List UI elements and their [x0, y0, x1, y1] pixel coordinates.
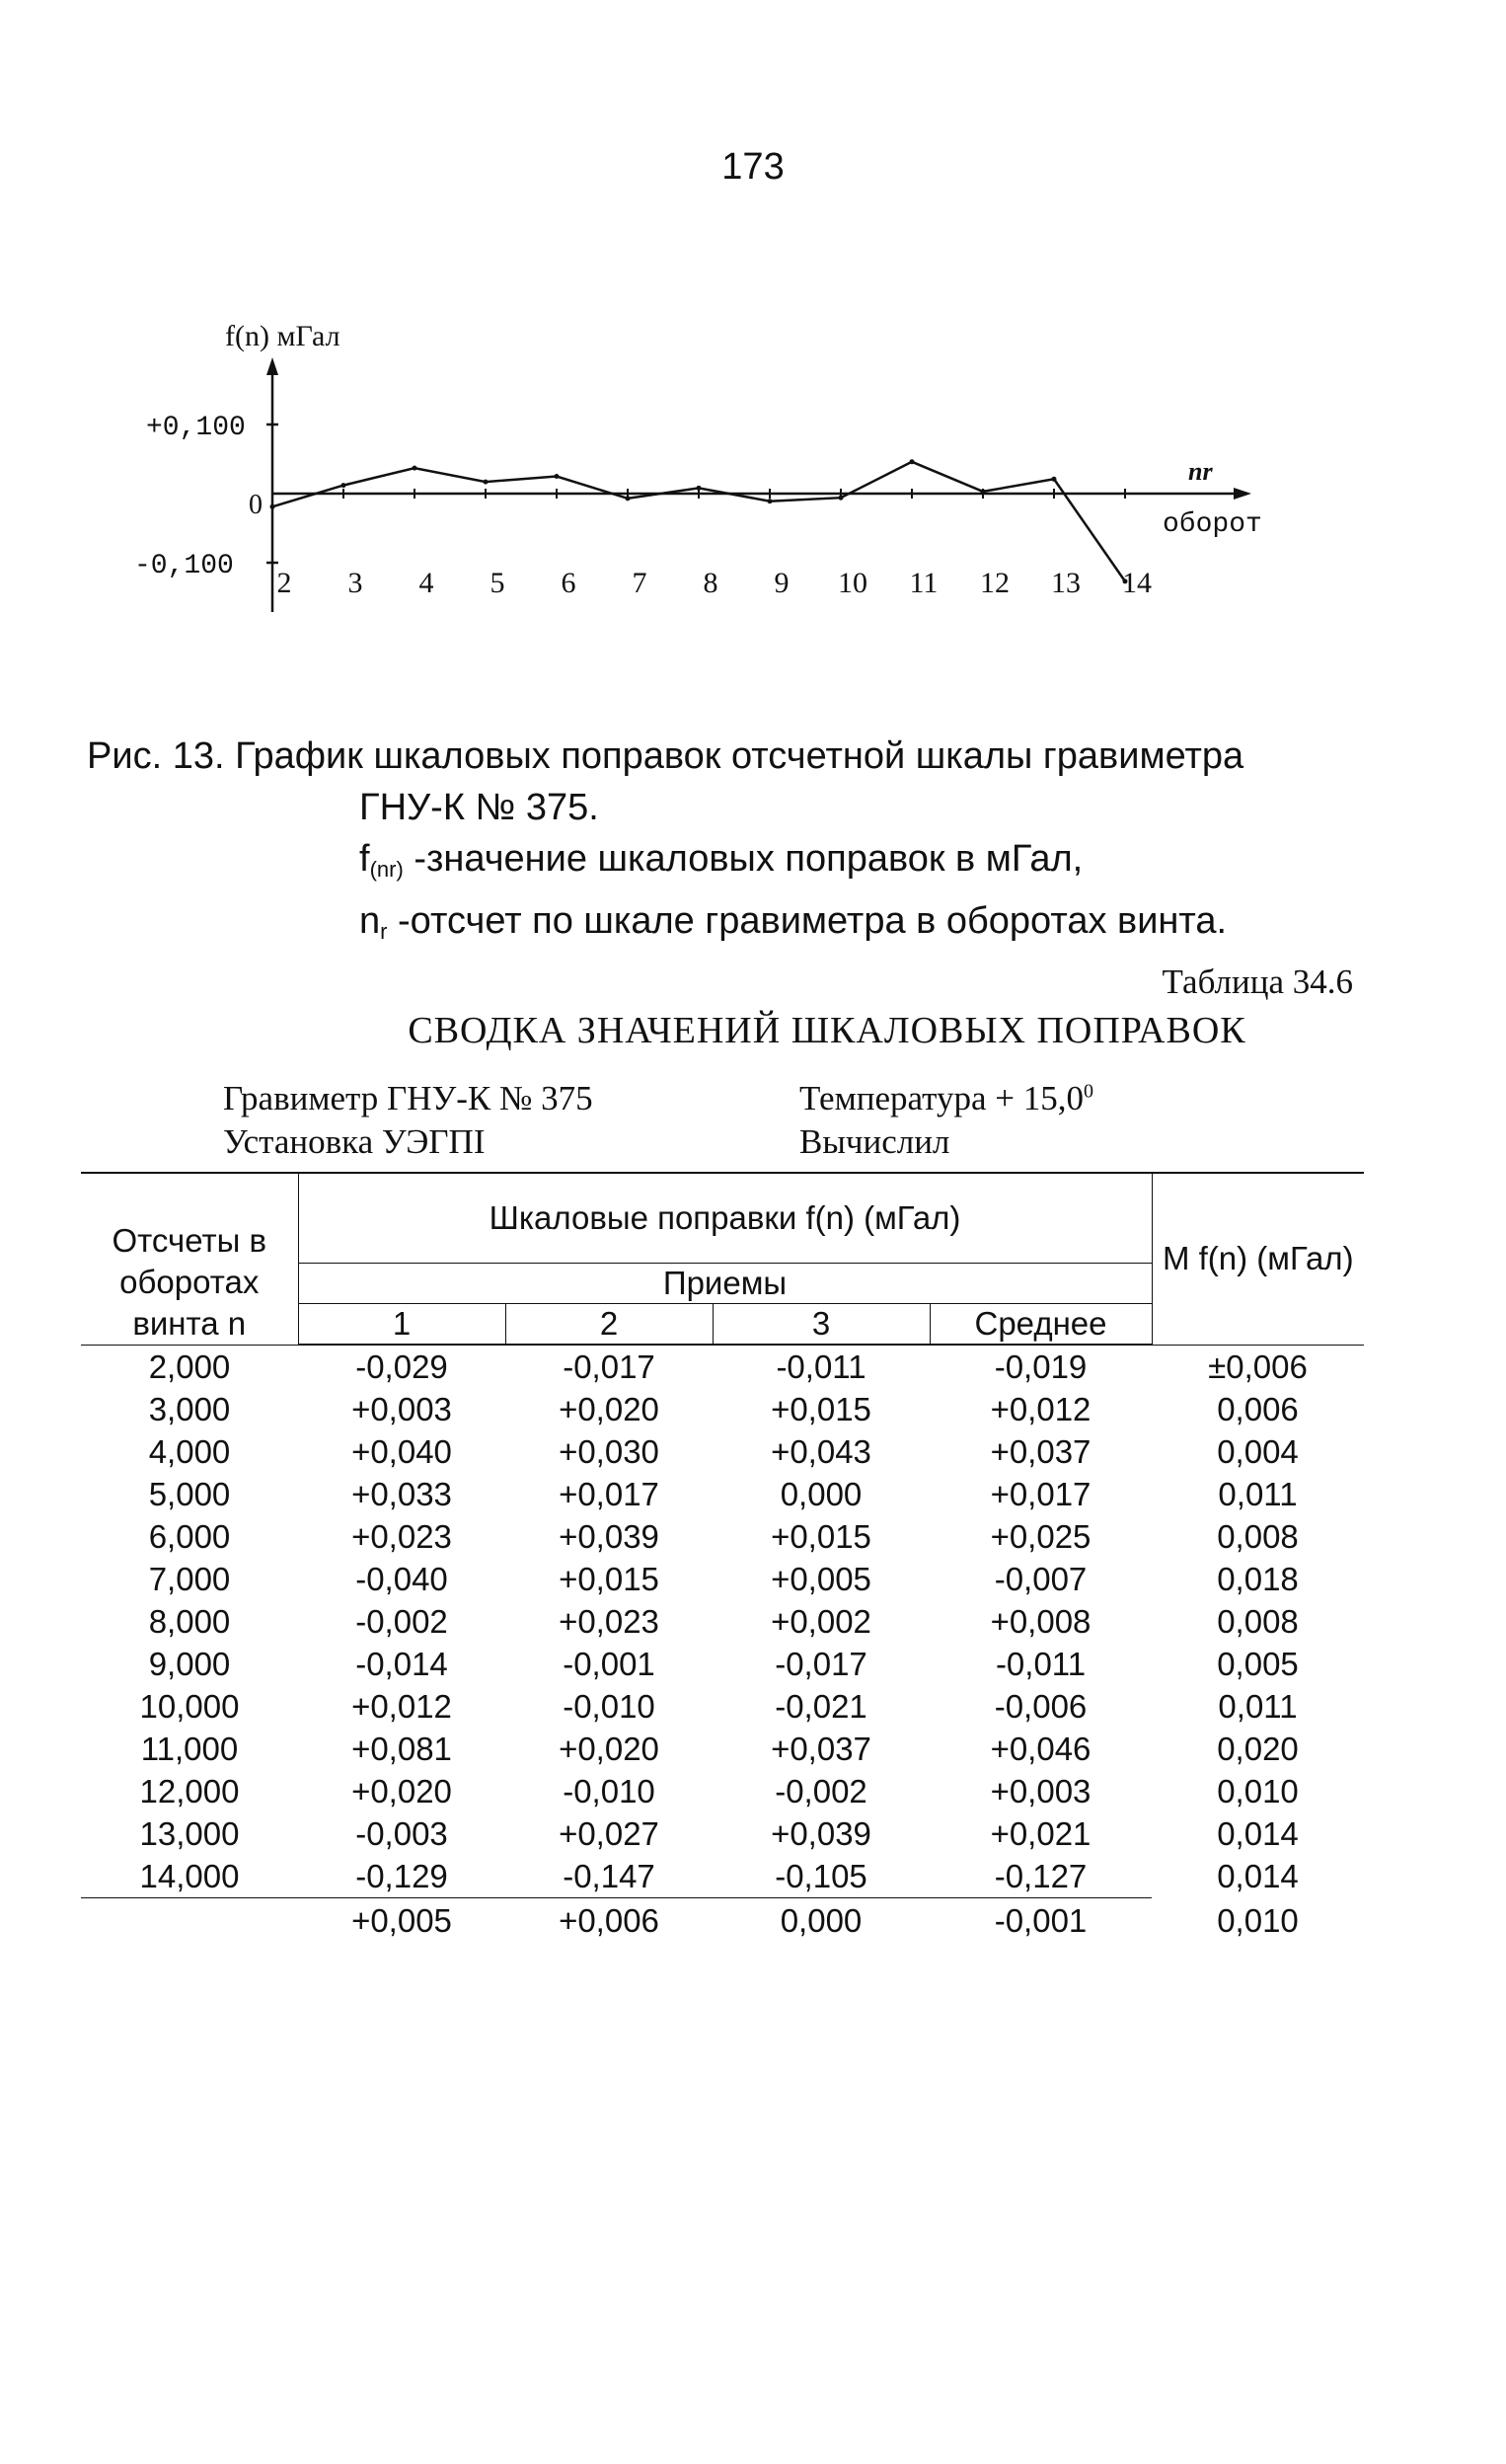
- total-label: [81, 1898, 298, 1945]
- total-attempt-1: +0,005: [351, 1902, 452, 1939]
- header-readings: Отсчеты в оборотах винта n: [81, 1173, 298, 1345]
- header-attempt-2: 2: [505, 1304, 713, 1346]
- table-row: [81, 1685, 1364, 1728]
- cell-attempt-2: +0,023: [559, 1603, 659, 1640]
- y-axis-arrow: [266, 357, 278, 375]
- total-mf: 0,010: [1217, 1901, 1299, 1939]
- cell-attempt-3: -0,017: [775, 1646, 867, 1682]
- cell-mf: 0,004: [1217, 1433, 1299, 1470]
- header-attempt-1: 1: [298, 1304, 505, 1346]
- cell-attempt-3: +0,015: [771, 1518, 871, 1555]
- cell-mf: 0,005: [1217, 1646, 1299, 1682]
- series-point: [341, 483, 346, 488]
- cell-mean: -0,007: [994, 1561, 1088, 1597]
- header-attempts: Приемы: [298, 1264, 1152, 1304]
- cell-attempt-1: -0,002: [355, 1603, 448, 1640]
- cell-mean: +0,046: [990, 1731, 1092, 1767]
- cell-mf: 0,010: [1217, 1773, 1299, 1810]
- caption-line-4: [87, 895, 1390, 958]
- series-line: [272, 462, 1125, 581]
- cell-mean: -0,011: [995, 1646, 1087, 1682]
- table-row: [81, 1770, 1364, 1812]
- cell-attempt-1: +0,012: [351, 1688, 452, 1725]
- cell-attempt-1: +0,023: [351, 1518, 452, 1555]
- cell-attempt-2: -0,010: [563, 1773, 655, 1810]
- cell-mf: 0,014: [1217, 1858, 1299, 1895]
- cell-reading: 2,000: [148, 1348, 231, 1385]
- cell-mf: 0,008: [1217, 1603, 1299, 1640]
- table-row: [81, 1515, 1364, 1558]
- cell-mean: +0,025: [990, 1518, 1092, 1555]
- total-mean: -0,001: [994, 1902, 1088, 1939]
- cell-attempt-1: -0,003: [355, 1815, 448, 1852]
- cell-attempt-3: +0,015: [771, 1391, 871, 1427]
- cell-mean: -0,019: [994, 1348, 1088, 1385]
- cell-mf: 0,011: [1218, 1476, 1298, 1512]
- cell-attempt-1: -0,029: [355, 1348, 448, 1385]
- caption-sub-nr: (nr): [369, 857, 404, 882]
- cell-attempt-3: -0,002: [775, 1773, 867, 1810]
- total-attempt-3: 0,000: [780, 1902, 863, 1939]
- cell-mean: -0,127: [930, 1855, 1152, 1898]
- meta-temperature-text: Температура + 15,0: [799, 1079, 1084, 1117]
- series-point: [1052, 477, 1057, 482]
- cell-reading: 10,000: [139, 1688, 240, 1725]
- series-point: [270, 504, 275, 509]
- cell-mean: +0,017: [990, 1476, 1092, 1512]
- cell-reading: 13,000: [139, 1815, 240, 1852]
- series-point: [413, 466, 417, 471]
- scale-correction-chart: [99, 316, 1283, 642]
- caption-text-n: -отсчет по шкале гравиметра в оборотах винта.: [387, 900, 1228, 942]
- x-tick-label: 10: [838, 567, 867, 599]
- cell-mf: 0,018: [1217, 1561, 1299, 1597]
- cell-attempt-1: +0,003: [351, 1391, 452, 1427]
- caption-symbol-f: f: [359, 838, 370, 880]
- cell-attempt-3: +0,002: [771, 1603, 871, 1640]
- cell-attempt-3: 0,000: [780, 1476, 863, 1512]
- x-tick-label: 13: [1051, 567, 1081, 599]
- cell-attempt-3: -0,021: [775, 1688, 867, 1725]
- total-attempt-2: +0,006: [559, 1902, 659, 1939]
- cell-attempt-1: +0,040: [351, 1433, 452, 1470]
- table-row: [81, 1600, 1364, 1643]
- series-point: [768, 499, 773, 503]
- header-mean: Среднее: [930, 1304, 1152, 1346]
- cell-attempt-2: -0,147: [505, 1855, 713, 1898]
- header-corrections: Шкаловые поправки f(n) (мГал): [298, 1173, 1152, 1264]
- cell-reading: 7,000: [148, 1561, 231, 1597]
- cell-attempt-1: -0,040: [355, 1561, 448, 1597]
- cell-attempt-2: +0,027: [559, 1815, 659, 1852]
- meta-computed: Вычислил: [799, 1122, 950, 1161]
- y-tick-label-zero: 0: [249, 490, 263, 520]
- table-row: [81, 1388, 1364, 1430]
- cell-attempt-2: -0,010: [563, 1688, 655, 1725]
- cell-reading: 6,000: [148, 1518, 231, 1555]
- cell-mf: ±0,006: [1208, 1348, 1308, 1385]
- cell-mean: +0,008: [990, 1603, 1092, 1640]
- cell-attempt-3: +0,037: [771, 1731, 871, 1767]
- table-row: [81, 1855, 1364, 1898]
- caption-text-f: -значение шкаловых поправок в мГал,: [403, 838, 1084, 880]
- cell-mf: 0,008: [1217, 1518, 1299, 1555]
- cell-reading: 3,000: [148, 1391, 231, 1427]
- caption-line-2: ГНУ-К № 375.: [359, 787, 599, 828]
- cell-mean: +0,037: [990, 1433, 1092, 1470]
- series-point: [910, 459, 915, 464]
- cell-mean: +0,021: [990, 1815, 1092, 1852]
- cell-attempt-3: -0,105: [713, 1855, 930, 1898]
- x-tick-label: 5: [489, 567, 505, 599]
- x-tick-label: 2: [276, 567, 292, 599]
- y-tick-label-neg: -0,100: [134, 551, 234, 581]
- table-title: СВОДКА ЗНАЧЕНИЙ ШКАЛОВЫХ ПОПРАВОК: [408, 1010, 1246, 1051]
- cell-attempt-2: +0,015: [559, 1561, 659, 1597]
- cell-mf: 0,011: [1218, 1688, 1298, 1725]
- x-tick-label: 6: [561, 567, 576, 599]
- cell-mf: 0,006: [1217, 1391, 1299, 1427]
- cell-reading: 5,000: [148, 1476, 231, 1512]
- cell-attempt-2: +0,030: [559, 1433, 659, 1470]
- table-row: [81, 1558, 1364, 1600]
- cell-attempt-2: +0,020: [559, 1731, 659, 1767]
- x-tick-label: 4: [418, 567, 434, 599]
- y-tick-label-pos: +0,100: [146, 413, 246, 443]
- cell-attempt-1: -0,014: [355, 1646, 448, 1682]
- cell-attempt-2: -0,001: [563, 1646, 655, 1682]
- cell-attempt-1: +0,033: [351, 1476, 452, 1512]
- x-tick-label: 9: [774, 567, 790, 599]
- x-tick-label: 3: [347, 567, 363, 599]
- cell-attempt-2: +0,017: [559, 1476, 659, 1512]
- table-row: [81, 1812, 1364, 1855]
- cell-reading: 11,000: [140, 1731, 239, 1767]
- cell-mean: -0,006: [994, 1688, 1088, 1725]
- cell-attempt-2: +0,020: [559, 1391, 659, 1427]
- cell-mean: +0,012: [990, 1391, 1092, 1427]
- cell-mf: 0,020: [1217, 1731, 1299, 1767]
- header-attempt-3: 3: [713, 1304, 930, 1346]
- x-tick-label: 7: [632, 567, 647, 599]
- cell-attempt-3: +0,039: [771, 1815, 871, 1852]
- total-row: [81, 1898, 1364, 1945]
- caption-sub-r: r: [380, 919, 388, 944]
- cell-attempt-2: -0,017: [563, 1348, 655, 1385]
- series-point: [555, 474, 560, 479]
- table-row: [81, 1728, 1364, 1770]
- table-label: Таблица 34.6: [1162, 962, 1353, 1001]
- table-row: [81, 1345, 1364, 1388]
- caption-line-3: [87, 833, 1390, 895]
- cell-reading: 9,000: [148, 1646, 231, 1682]
- cell-attempt-2: +0,039: [559, 1518, 659, 1555]
- corrections-table: [81, 1172, 1364, 1944]
- table-row: [81, 1430, 1364, 1473]
- meta-temperature-degree: 0: [1083, 1080, 1093, 1103]
- cell-reading: 12,000: [139, 1773, 240, 1810]
- cell-attempt-3: +0,005: [771, 1561, 871, 1597]
- header-mf: M f(n) (мГал): [1152, 1173, 1364, 1345]
- meta-temperature: [799, 1079, 1093, 1118]
- meta-gravimeter: Гравиметр ГНУ-К № 375: [223, 1079, 593, 1117]
- page-number: 173: [721, 146, 785, 188]
- y-axis-label: f(n) мГал: [225, 320, 340, 352]
- table-row: [81, 1473, 1364, 1515]
- x-axis-unit: оборот: [1163, 509, 1262, 540]
- caption-symbol-n: n: [359, 900, 381, 942]
- cell-reading: 14,000: [81, 1855, 298, 1898]
- cell-attempt-3: +0,043: [771, 1433, 871, 1470]
- cell-reading: 4,000: [148, 1433, 231, 1470]
- cell-reading: 8,000: [148, 1603, 231, 1640]
- x-tick-label: 14: [1122, 567, 1152, 599]
- cell-attempt-1: +0,020: [351, 1773, 452, 1810]
- x-axis-symbol: nr: [1188, 457, 1213, 486]
- meta-installation: Установка УЭГПI: [223, 1122, 486, 1161]
- cell-attempt-1: -0,129: [298, 1855, 505, 1898]
- series-point: [484, 480, 489, 485]
- x-tick-label: 8: [703, 567, 718, 599]
- cell-mean: +0,003: [990, 1773, 1092, 1810]
- figure-caption: [87, 731, 1390, 958]
- x-tick-label: 12: [980, 567, 1010, 599]
- cell-attempt-3: -0,011: [776, 1348, 866, 1385]
- x-axis-arrow: [1234, 488, 1251, 500]
- table-row: [81, 1643, 1364, 1685]
- cell-attempt-1: +0,081: [351, 1731, 452, 1767]
- x-tick-label: 11: [909, 567, 939, 599]
- caption-line-1: Рис. 13. График шкаловых поправок отсчетной шкалы гравиметра: [87, 735, 1244, 777]
- cell-mf: 0,014: [1217, 1815, 1299, 1852]
